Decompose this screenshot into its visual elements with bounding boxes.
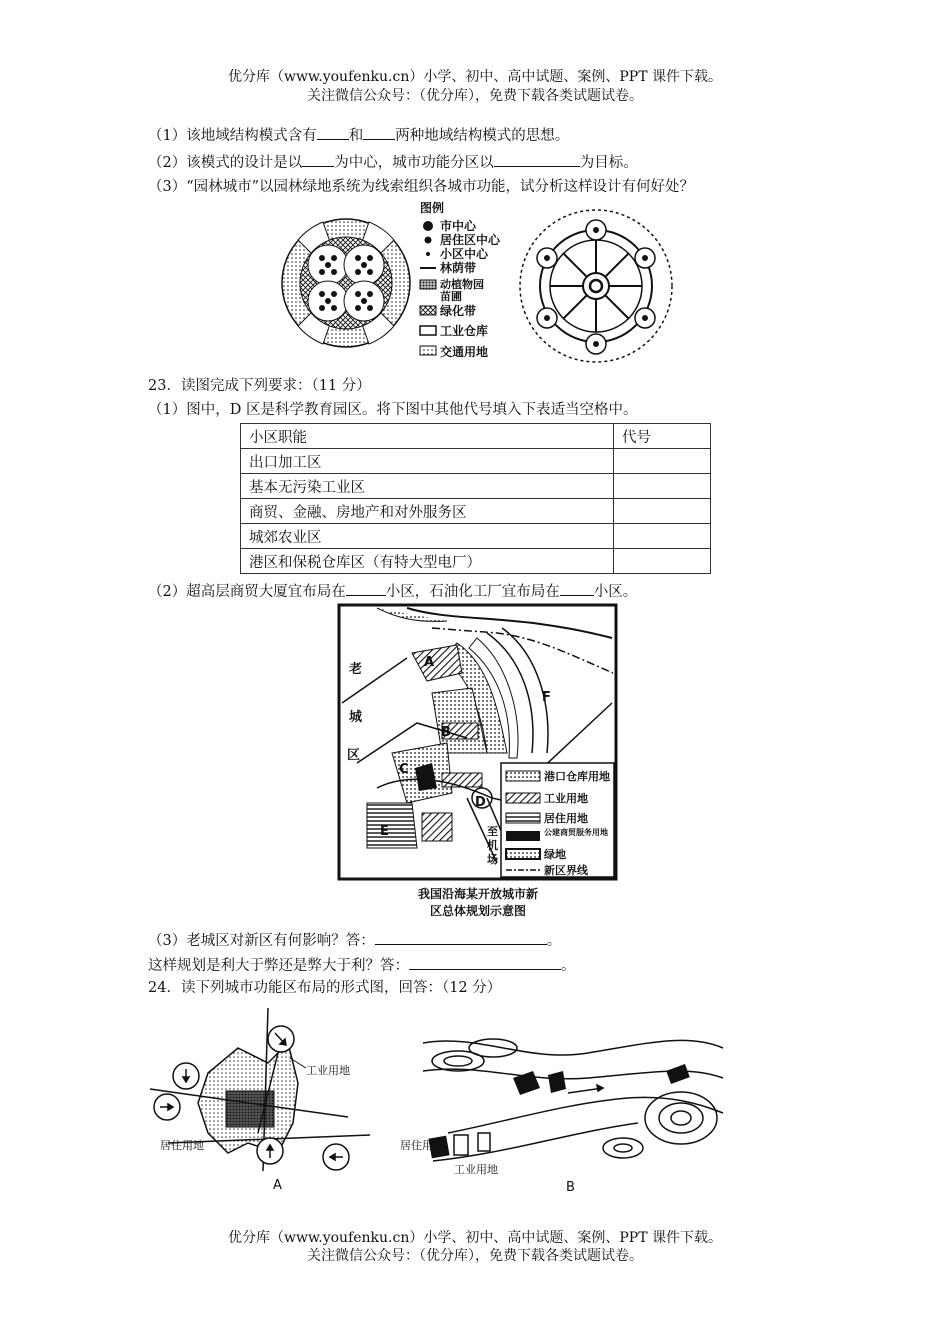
legend-title: 图例	[420, 201, 445, 215]
function-layout-diagrams	[148, 1003, 738, 1198]
answer-blank[interactable]	[302, 151, 334, 167]
map-caption: 区总体规划示意图	[429, 904, 527, 918]
answer-cell[interactable]	[614, 499, 711, 524]
q22-s1-text: （1）该地域结构模式含有	[148, 128, 317, 144]
map-caption: 我国沿海某开放城市新	[417, 887, 539, 901]
zone-label: D	[475, 795, 486, 810]
answer-cell[interactable]	[614, 524, 711, 549]
answer-cell[interactable]	[614, 449, 711, 474]
table-header: 小区职能	[241, 424, 614, 449]
legend-item: 小区中心	[440, 247, 489, 261]
q23-s4-text: 这样规划是利大于弊还是弊大于利？答：	[148, 958, 409, 974]
q23-s4-text: 。	[561, 958, 576, 974]
q23-item-3	[148, 929, 561, 951]
zone-label: E	[380, 824, 389, 839]
airport-label: 至	[487, 825, 498, 838]
map-legend-item: 公建商贸服务用地	[544, 828, 608, 837]
garden-city-diagram	[278, 200, 678, 372]
old-city-label: 老	[349, 662, 363, 677]
q22-s1-text: 和	[348, 128, 364, 144]
q22-s1-text: 两种地域结构模式的思想。	[395, 128, 570, 144]
q22-item-2	[148, 151, 638, 173]
footer-line-2: 关注微信公众号：（优分库），免费下载各类试题试卷。	[307, 1248, 643, 1264]
q22-s2-text: 为中心，城市功能分区以	[334, 155, 494, 171]
map-legend-item: 工业用地	[544, 792, 588, 805]
q23-s2-text: （2）超高层商贸大厦宜布局在	[148, 584, 346, 600]
legend-item: 居住区中心	[440, 233, 501, 247]
answer-cell[interactable]	[614, 549, 711, 574]
legend-item: 交通用地	[440, 345, 489, 359]
airport-label: 场	[487, 853, 498, 866]
table-cell: 基本无污染工业区	[241, 474, 614, 499]
footer-line-1: 优分库（www.youfenku.cn）小学、初中、高中试题、案例、PPT 课件下载。	[227, 1230, 722, 1246]
answer-blank[interactable]	[346, 580, 386, 596]
answer-blank[interactable]	[494, 151, 580, 167]
zone-label: A	[424, 655, 435, 670]
table-header: 代号	[614, 424, 711, 449]
table-cell: 出口加工区	[241, 449, 614, 474]
fig-a-residential-label: 居住用地	[160, 1139, 204, 1152]
function-table	[240, 423, 711, 574]
legend-item: 市中心	[440, 219, 477, 233]
old-city-label: 区	[347, 748, 361, 763]
legend-item: 动植物园	[440, 278, 484, 291]
fig-b-residential-label: 居住用地	[400, 1139, 444, 1152]
q23-item-1: （1）图中，D 区是科学教育园区。将下图中其他代号填入下表适当空格中。	[148, 402, 638, 418]
q23-s2-text: 小区。	[593, 584, 638, 600]
q24-title: 24．读下列城市功能区布局的形式图，回答：（12 分）	[148, 980, 502, 996]
header-line-2: 关注微信公众号：（优分库），免费下载各类试题试卷。	[307, 88, 643, 104]
q22-item-3: （3）“园林城市”以园林绿地系统为线索组织各城市功能，试分析这样设计有何好处？	[148, 179, 695, 195]
table-cell: 商贸、金融、房地产和对外服务区	[241, 499, 614, 524]
answer-blank[interactable]	[317, 124, 349, 140]
table-row	[241, 474, 711, 499]
answer-blank[interactable]	[560, 580, 594, 596]
table-cell: 港区和保税仓库区（有特大型电厂）	[241, 549, 614, 574]
answer-blank[interactable]	[375, 929, 547, 945]
fig-b-industrial-label: 工业用地	[454, 1163, 498, 1176]
q23-s3-text: 。	[546, 933, 562, 949]
legend-item: 绿化带	[440, 304, 477, 318]
fig-a-industrial-label: 工业用地	[306, 1064, 350, 1077]
table-row	[241, 549, 711, 574]
q23-item-4	[148, 954, 576, 976]
table-cell: 城郊农业区	[241, 524, 614, 549]
fig-b-label: B	[566, 1180, 575, 1195]
new-district-plan-map	[337, 603, 619, 921]
table-header-row	[241, 424, 711, 449]
answer-blank[interactable]	[409, 954, 561, 970]
legend-item: 工业仓库	[440, 324, 489, 338]
map-legend-item: 港口仓库用地	[544, 770, 610, 783]
fig-a-label: A	[273, 1178, 282, 1193]
q23-title: 23．读图完成下列要求：（11 分）	[148, 378, 371, 394]
zone-label: C	[399, 762, 409, 777]
q23-item-2	[148, 580, 637, 602]
q23-s2-text: 小区，石油化工厂宜布局在	[385, 584, 560, 600]
answer-blank[interactable]	[363, 124, 395, 140]
q22-item-1	[148, 124, 569, 146]
old-city-label: 城	[349, 710, 363, 725]
legend-item: 苗圃	[440, 290, 462, 303]
zone-label: F	[542, 690, 551, 705]
header-line-1: 优分库（www.youfenku.cn）小学、初中、高中试题、案例、PPT 课件下载。	[227, 69, 722, 85]
map-legend-item: 绿地	[544, 848, 566, 861]
table-row	[241, 524, 711, 549]
legend-item: 林荫带	[440, 261, 477, 275]
map-legend-item: 新区界线	[544, 864, 588, 877]
table-row	[241, 449, 711, 474]
answer-cell[interactable]	[614, 474, 711, 499]
map-legend-item: 居住用地	[544, 812, 588, 825]
table-row	[241, 499, 711, 524]
q22-s2-text: （2）该模式的设计是以	[148, 155, 303, 171]
q22-s2-text: 为目标。	[579, 155, 638, 171]
airport-label: 机	[487, 839, 498, 852]
q23-s3-text: （3）老城区对新区有何影响？答：	[148, 933, 375, 949]
zone-label: B	[441, 725, 451, 740]
